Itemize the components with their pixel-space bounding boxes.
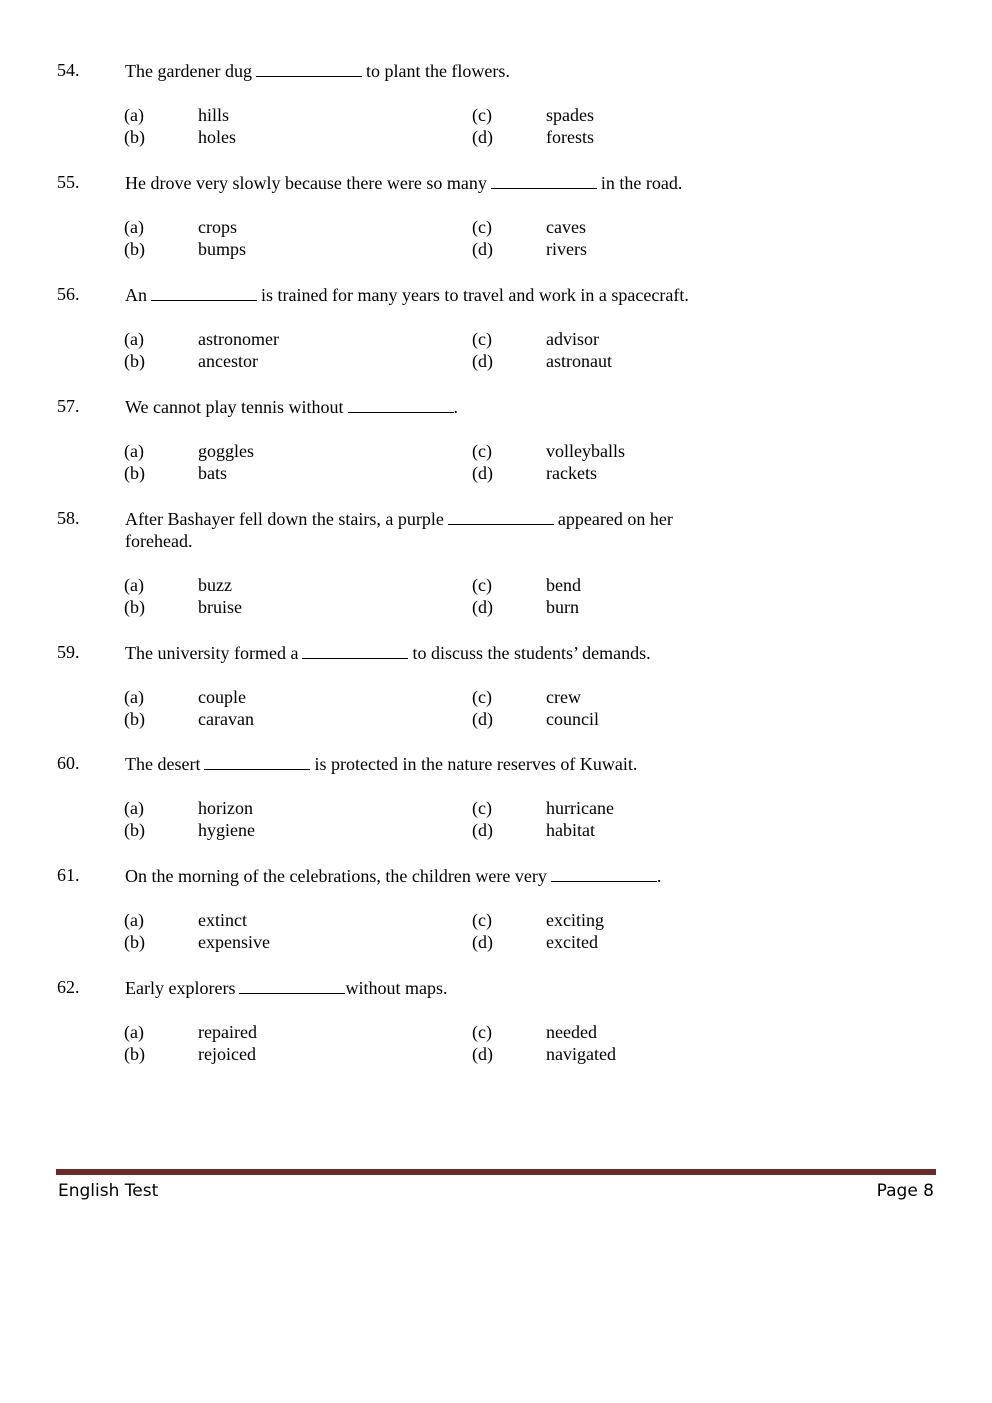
option-letter: (c) [472,329,492,349]
stem-before: The desert [125,754,201,774]
question-number: 54. [57,60,80,80]
option-letter: (a) [124,329,144,349]
option-letter: (b) [124,239,145,259]
footer-test-title: English Test [58,1181,159,1201]
stem-before: After Bashayer fell down the stairs, a purple [125,509,444,529]
option-word: extinct [198,910,247,930]
option-word: excited [546,932,598,952]
answer-blank [302,641,408,659]
stem-before: The university formed a [125,643,299,663]
option-letter: (d) [472,463,493,483]
option-word: caravan [198,709,254,729]
option-word: rackets [546,463,597,483]
option-letter: (b) [124,127,145,147]
option-word: advisor [546,329,599,349]
answer-blank [256,59,362,77]
option-letter: (b) [124,463,145,483]
option-letter: (b) [124,820,145,840]
answer-blank [204,752,310,770]
option-letter: (d) [472,127,493,147]
option-word: needed [546,1022,597,1042]
option-word: hurricane [546,798,614,818]
option-word: spades [546,105,594,125]
option-letter: (b) [124,709,145,729]
option-letter: (d) [472,597,493,617]
option-word: council [546,709,599,729]
option-word: horizon [198,798,253,818]
stem-before: The gardener dug [125,61,252,81]
option-word: bend [546,575,581,595]
option-letter: (a) [124,687,144,707]
option-word: hygiene [198,820,255,840]
question-stem [125,171,735,194]
question-stem [125,507,725,552]
option-word: astronomer [198,329,279,349]
question-number: 61. [57,865,80,885]
option-letter: (d) [472,239,493,259]
option-letter: (c) [472,687,492,707]
option-letter: (a) [124,798,144,818]
stem-before: He drove very slowly because there were so many [125,173,487,193]
answer-blank [551,864,657,882]
question-number: 60. [57,753,80,773]
answer-blank [491,171,597,189]
stem-before: We cannot play tennis without [125,397,344,417]
answer-blank [348,395,454,413]
answer-blank [151,283,257,301]
question-stem [125,752,735,775]
answer-blank [239,976,345,994]
question-number: 59. [57,642,80,662]
option-letter: (a) [124,217,144,237]
option-letter: (d) [472,820,493,840]
option-letter: (c) [472,105,492,125]
stem-after: . [453,397,459,417]
option-letter: (b) [124,932,145,952]
option-word: expensive [198,932,270,952]
stem-before: Early explorers [125,978,236,998]
option-word: repaired [198,1022,257,1042]
option-word: astronaut [546,351,612,371]
stem-after: appeared on her forehead. [125,509,673,551]
stem-after: is trained for many years to travel and work in a spacecraft. [261,285,689,305]
option-letter: (d) [472,351,493,371]
option-letter: (a) [124,910,144,930]
option-word: buzz [198,575,232,595]
stem-after: to plant the flowers. [365,61,510,81]
stem-after: to discuss the students’ demands. [412,643,651,663]
answer-blank [448,507,554,525]
option-word: crops [198,217,237,237]
option-word: bats [198,463,227,483]
option-letter: (c) [472,217,492,237]
option-word: couple [198,687,246,707]
option-letter: (a) [124,575,144,595]
option-word: volleyballs [546,441,625,461]
option-word: navigated [546,1044,616,1064]
stem-after: without maps. [345,978,448,998]
question-stem [125,283,735,306]
option-word: holes [198,127,236,147]
option-word: crew [546,687,581,707]
option-letter: (a) [124,1022,144,1042]
option-letter: (c) [472,441,492,461]
option-word: forests [546,127,594,147]
option-letter: (b) [124,351,145,371]
option-letter: (a) [124,105,144,125]
option-letter: (c) [472,798,492,818]
question-stem [125,59,735,82]
option-word: bumps [198,239,247,259]
stem-after: is protected in the nature reserves of Kuwait. [314,754,638,774]
option-letter: (c) [472,910,492,930]
option-word: goggles [198,441,254,461]
option-word: ancestor [198,351,258,371]
question-stem [125,395,735,418]
question-number: 56. [57,284,80,304]
stem-before: An [125,285,147,305]
option-word: hills [198,105,230,125]
option-letter: (d) [472,709,493,729]
question-stem [125,976,735,999]
option-word: habitat [546,820,595,840]
option-word: rivers [546,239,587,259]
stem-before: On the morning of the celebrations, the children were very [125,866,547,886]
option-word: exciting [546,910,604,930]
stem-after: in the road. [600,173,683,193]
footer-rule [56,1169,936,1175]
option-letter: (a) [124,441,144,461]
question-stem [125,641,735,664]
question-number: 62. [57,977,80,997]
option-letter: (b) [124,1044,145,1064]
question-number: 58. [57,508,80,528]
option-word: bruise [198,597,242,617]
option-word: burn [546,597,579,617]
option-word: rejoiced [198,1044,256,1064]
question-stem [125,864,735,887]
option-letter: (b) [124,597,145,617]
option-letter: (c) [472,575,492,595]
option-letter: (c) [472,1022,492,1042]
option-letter: (d) [472,1044,493,1064]
footer-page-number: Page 8 [876,1181,934,1201]
option-letter: (d) [472,932,493,952]
stem-after: . [656,866,662,886]
question-number: 57. [57,396,80,416]
option-word: caves [546,217,586,237]
question-number: 55. [57,172,80,192]
